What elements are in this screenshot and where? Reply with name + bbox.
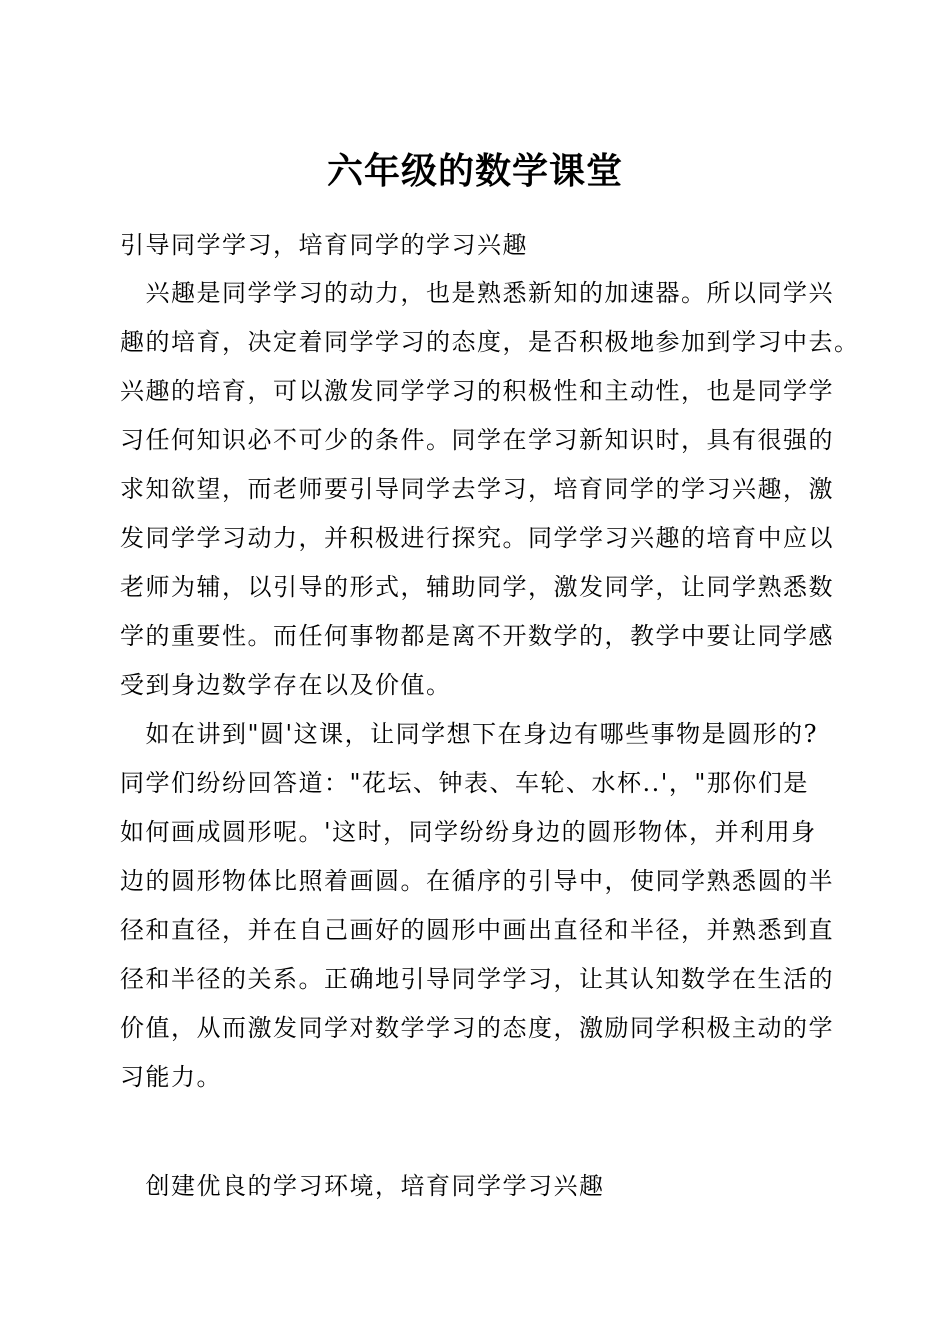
paragraph-1-line: 兴趣的培育，可以激发同学学习的积极性和主动性，也是同学学 (120, 377, 834, 405)
paragraph-1-line: 学的重要性。而任何事物都是离不开数学的，教学中要让同学感 (120, 622, 834, 650)
paragraph-2-line: 如在讲到"圆'这课，让同学想下在身边有哪些事物是圆形的? (120, 720, 819, 748)
paragraph-2-line: 如何画成圆形呢。'这时，同学纷纷身边的圆形物体，并利用身 (120, 818, 817, 846)
paragraph-2-line: 径和直径，并在自己画好的圆形中画出直径和半径，并熟悉到直 (120, 916, 834, 944)
section-heading-2-text: 创建优良的学习环境，培育同学学习兴趣 (120, 1172, 605, 1200)
paragraph-1-line: 发同学学习动力，并积极进行探究。同学学习兴趣的培育中应以 (120, 524, 834, 552)
paragraph-2 (120, 710, 840, 1102)
paragraph-2-line: 习能力。 (120, 1063, 222, 1091)
paragraph-2-line: 同学们纷纷回答道："花坛、钟表、车轮、水杯..'，"那你们是 (120, 769, 809, 797)
paragraph-2-line: 径和半径的关系。正确地引导同学学习，让其认知数学在生活的 (120, 965, 834, 993)
paragraph-1-line: 老师为辅，以引导的形式，辅助同学，激发同学，让同学熟悉数 (120, 573, 834, 601)
paragraph-1-line: 趣的培育，决定着同学学习的态度，是否积极地参加到学习中去。 (120, 328, 860, 356)
section-heading-1 (120, 221, 840, 270)
document-title: 六年级的数学课堂 (326, 150, 623, 192)
paragraph-1-line: 习任何知识必不可少的条件。同学在学习新知识时，具有很强的 (120, 426, 834, 454)
paragraph-2-line: 价值，从而激发同学对数学学习的态度，激励同学积极主动的学 (120, 1014, 834, 1042)
section-heading-1-text: 引导同学学习，培育同学的学习兴趣 (120, 231, 528, 259)
paragraph-2-line: 边的圆形物体比照着画圆。在循序的引导中，使同学熟悉圆的半 (120, 867, 834, 895)
paragraph-1-line: 兴趣是同学学习的动力，也是熟悉新知的加速器。所以同学兴 (120, 279, 834, 307)
paragraph-1 (120, 269, 860, 710)
section-heading-2 (120, 1162, 840, 1211)
paragraph-1-line: 受到身边数学存在以及价值。 (120, 671, 452, 699)
paragraph-1-line: 求知欲望，而老师要引导同学去学习，培育同学的学习兴趣，激 (120, 475, 834, 503)
